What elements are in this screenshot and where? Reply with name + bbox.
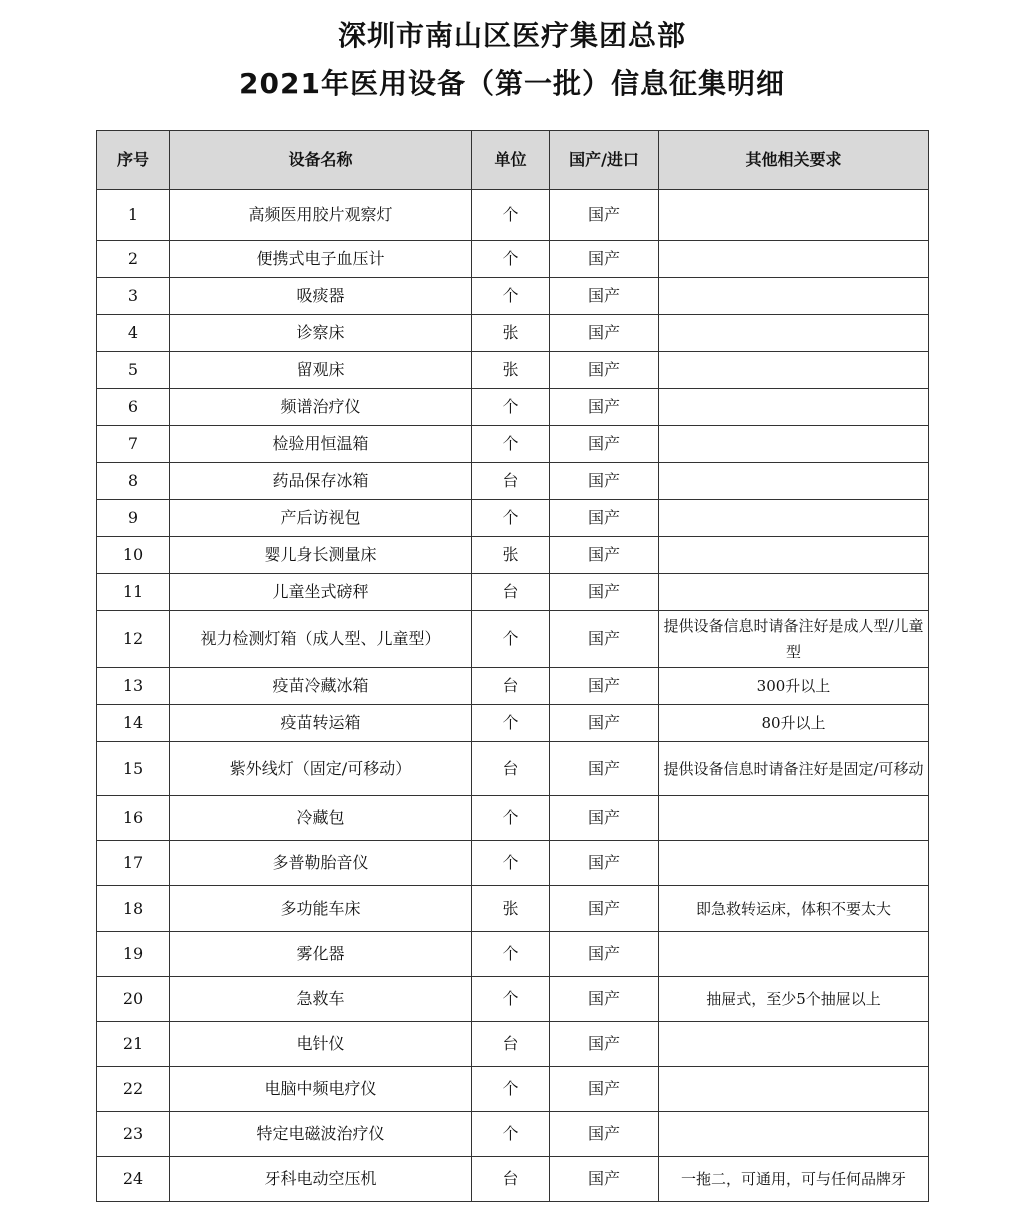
table-row: [97, 315, 929, 352]
cell-unit: 个: [472, 932, 550, 977]
cell-device-name: 频谱治疗仪: [170, 389, 472, 426]
cell-requirements: 提供设备信息时请备注好是固定/可移动: [659, 742, 929, 796]
cell-device-name: 便携式电子血压计: [170, 241, 472, 278]
cell-index: 8: [97, 463, 170, 500]
cell-origin: 国产: [550, 611, 659, 668]
cell-origin: 国产: [550, 977, 659, 1022]
table-row: [97, 190, 929, 241]
cell-unit: 个: [472, 977, 550, 1022]
cell-unit: 个: [472, 241, 550, 278]
cell-device-name: 婴儿身长测量床: [170, 537, 472, 574]
cell-origin: 国产: [550, 886, 659, 932]
cell-unit: 个: [472, 705, 550, 742]
cell-origin: 国产: [550, 932, 659, 977]
cell-requirements: [659, 352, 929, 389]
cell-device-name: 产后访视包: [170, 500, 472, 537]
cell-device-name: 雾化器: [170, 932, 472, 977]
header-requirements: 其他相关要求: [659, 131, 929, 190]
cell-index: 21: [97, 1022, 170, 1067]
cell-index: 6: [97, 389, 170, 426]
cell-unit: 张: [472, 886, 550, 932]
header-index: 序号: [97, 131, 170, 190]
header-device-name: 设备名称: [170, 131, 472, 190]
cell-index: 17: [97, 841, 170, 886]
cell-device-name: 视力检测灯箱（成人型、儿童型）: [170, 611, 472, 668]
cell-unit: 台: [472, 574, 550, 611]
cell-requirements: [659, 796, 929, 841]
cell-index: 11: [97, 574, 170, 611]
cell-requirements: [659, 574, 929, 611]
table-row: [97, 1112, 929, 1157]
cell-origin: 国产: [550, 841, 659, 886]
cell-index: 22: [97, 1067, 170, 1112]
cell-unit: 台: [472, 668, 550, 705]
cell-index: 7: [97, 426, 170, 463]
cell-origin: 国产: [550, 1157, 659, 1202]
table-row: [97, 1022, 929, 1067]
cell-device-name: 紫外线灯（固定/可移动）: [170, 742, 472, 796]
cell-unit: 台: [472, 742, 550, 796]
cell-device-name: 牙科电动空压机: [170, 1157, 472, 1202]
cell-unit: 个: [472, 611, 550, 668]
cell-device-name: 多功能车床: [170, 886, 472, 932]
cell-requirements: [659, 841, 929, 886]
document-title: 深圳市南山区医疗集团总部: [337, 19, 686, 52]
cell-requirements: 一拖二，可通用，可与任何品牌牙: [659, 1157, 929, 1202]
table-row: [97, 668, 929, 705]
cell-origin: 国产: [550, 537, 659, 574]
cell-device-name: 冷藏包: [170, 796, 472, 841]
cell-origin: 国产: [550, 241, 659, 278]
cell-unit: 张: [472, 315, 550, 352]
cell-origin: 国产: [550, 278, 659, 315]
cell-device-name: 多普勒胎音仪: [170, 841, 472, 886]
cell-unit: 个: [472, 389, 550, 426]
header-unit: 单位: [472, 131, 550, 190]
table-row: [97, 932, 929, 977]
cell-device-name: 诊察床: [170, 315, 472, 352]
cell-index: 1: [97, 190, 170, 241]
table-row: [97, 278, 929, 315]
cell-requirements: [659, 463, 929, 500]
table-row: [97, 1157, 929, 1202]
cell-requirements: [659, 537, 929, 574]
cell-device-name: 电针仪: [170, 1022, 472, 1067]
cell-unit: 个: [472, 278, 550, 315]
cell-index: 4: [97, 315, 170, 352]
cell-origin: 国产: [550, 315, 659, 352]
cell-device-name: 高频医用胶片观察灯: [170, 190, 472, 241]
cell-unit: 台: [472, 1022, 550, 1067]
cell-origin: 国产: [550, 705, 659, 742]
cell-index: 12: [97, 611, 170, 668]
cell-unit: 个: [472, 426, 550, 463]
cell-origin: 国产: [550, 574, 659, 611]
cell-index: 3: [97, 278, 170, 315]
table-row: [97, 389, 929, 426]
cell-device-name: 检验用恒温箱: [170, 426, 472, 463]
header-origin: 国产/进口: [550, 131, 659, 190]
cell-requirements: [659, 426, 929, 463]
cell-device-name: 急救车: [170, 977, 472, 1022]
cell-unit: 个: [472, 190, 550, 241]
cell-requirements: 80升以上: [659, 705, 929, 742]
cell-origin: 国产: [550, 352, 659, 389]
equipment-table: [96, 130, 929, 1202]
cell-origin: 国产: [550, 1022, 659, 1067]
cell-unit: 个: [472, 1067, 550, 1112]
cell-requirements: [659, 932, 929, 977]
cell-unit: 个: [472, 841, 550, 886]
table-header-row: [97, 131, 929, 190]
cell-origin: 国产: [550, 190, 659, 241]
cell-origin: 国产: [550, 389, 659, 426]
cell-device-name: 特定电磁波治疗仪: [170, 1112, 472, 1157]
cell-device-name: 吸痰器: [170, 278, 472, 315]
cell-index: 10: [97, 537, 170, 574]
table-row: [97, 537, 929, 574]
cell-origin: 国产: [550, 1112, 659, 1157]
table-row: [97, 742, 929, 796]
table-row: [97, 241, 929, 278]
cell-index: 13: [97, 668, 170, 705]
table-row: [97, 500, 929, 537]
cell-device-name: 留观床: [170, 352, 472, 389]
cell-origin: 国产: [550, 463, 659, 500]
cell-requirements: [659, 500, 929, 537]
table-row: [97, 426, 929, 463]
cell-index: 2: [97, 241, 170, 278]
table-row: [97, 886, 929, 932]
cell-index: 5: [97, 352, 170, 389]
cell-index: 14: [97, 705, 170, 742]
cell-unit: 张: [472, 537, 550, 574]
cell-origin: 国产: [550, 1067, 659, 1112]
cell-device-name: 疫苗转运箱: [170, 705, 472, 742]
cell-origin: 国产: [550, 426, 659, 463]
table-row: [97, 841, 929, 886]
cell-requirements: [659, 1112, 929, 1157]
cell-origin: 国产: [550, 796, 659, 841]
cell-unit: 个: [472, 1112, 550, 1157]
cell-unit: 个: [472, 500, 550, 537]
cell-index: 15: [97, 742, 170, 796]
cell-origin: 国产: [550, 742, 659, 796]
table-row: [97, 705, 929, 742]
cell-origin: 国产: [550, 500, 659, 537]
table-row: [97, 977, 929, 1022]
cell-requirements: [659, 1067, 929, 1112]
cell-unit: 张: [472, 352, 550, 389]
table-row: [97, 574, 929, 611]
cell-requirements: [659, 1022, 929, 1067]
cell-device-name: 电脑中频电疗仪: [170, 1067, 472, 1112]
cell-device-name: 疫苗冷藏冰箱: [170, 668, 472, 705]
table-row: [97, 796, 929, 841]
document-subtitle: 2021年医用设备（第一批）信息征集明细: [239, 67, 785, 100]
cell-index: 24: [97, 1157, 170, 1202]
cell-unit: 台: [472, 1157, 550, 1202]
table-body: [97, 190, 929, 1202]
cell-requirements: 300升以上: [659, 668, 929, 705]
cell-requirements: 抽屉式，至少5个抽屉以上: [659, 977, 929, 1022]
cell-requirements: [659, 241, 929, 278]
cell-index: 16: [97, 796, 170, 841]
table-row: [97, 611, 929, 668]
cell-requirements: [659, 190, 929, 241]
table-row: [97, 463, 929, 500]
cell-index: 20: [97, 977, 170, 1022]
cell-origin: 国产: [550, 668, 659, 705]
cell-requirements: 即急救转运床，体积不要太大: [659, 886, 929, 932]
table-row: [97, 1067, 929, 1112]
cell-device-name: 儿童坐式磅秤: [170, 574, 472, 611]
table-row: [97, 352, 929, 389]
cell-device-name: 药品保存冰箱: [170, 463, 472, 500]
cell-index: 23: [97, 1112, 170, 1157]
cell-unit: 台: [472, 463, 550, 500]
cell-unit: 个: [472, 796, 550, 841]
cell-index: 19: [97, 932, 170, 977]
cell-requirements: [659, 389, 929, 426]
cell-requirements: [659, 278, 929, 315]
cell-index: 18: [97, 886, 170, 932]
cell-index: 9: [97, 500, 170, 537]
cell-requirements: [659, 315, 929, 352]
cell-requirements: 提供设备信息时请备注好是成人型/儿童型: [659, 611, 929, 668]
